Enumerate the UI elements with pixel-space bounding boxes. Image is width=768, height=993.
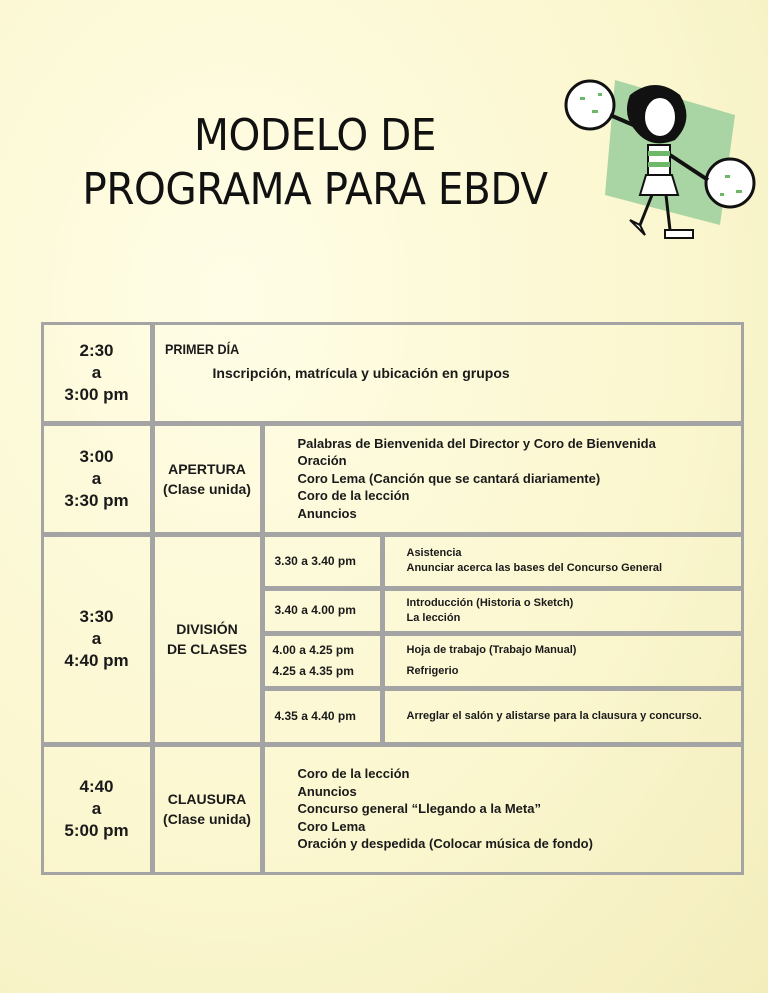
time-sep: a bbox=[91, 629, 102, 648]
activity-item: Oración y despedida (Colocar música de fondo) bbox=[297, 836, 593, 852]
activity-item: Concurso general “Llegando a la Meta” bbox=[297, 801, 541, 817]
time-start: 3:30 bbox=[79, 607, 114, 626]
section-note: (Clase unida) bbox=[163, 811, 251, 827]
time-sep: a bbox=[91, 468, 102, 488]
time-end: 4:40 pm bbox=[64, 651, 129, 670]
subactivity-cell bbox=[382, 688, 744, 745]
subtime: 3.30 a 3.40 pm bbox=[274, 553, 356, 568]
first-day-cell bbox=[152, 322, 744, 424]
activity-item: Oración bbox=[297, 453, 347, 469]
section-cell bbox=[152, 534, 263, 745]
section-note: DE CLASES bbox=[166, 641, 248, 657]
subtime: 4.25 a 4.35 pm bbox=[272, 663, 354, 678]
activity-item: Coro Lema bbox=[297, 818, 366, 834]
time-start: 4:40 bbox=[79, 777, 114, 796]
subtime-cell bbox=[262, 633, 383, 689]
section-name: APERTURA bbox=[168, 460, 246, 477]
first-day-heading: PRIMER DÍA bbox=[164, 340, 239, 357]
time-start: 2:30 bbox=[79, 340, 114, 360]
time-sep: a bbox=[91, 362, 102, 382]
activity-item: Coro Lema (Canción que se cantará diariamente) bbox=[297, 470, 601, 486]
time-end: 3:30 pm bbox=[64, 490, 129, 510]
activity-item: Anuncios bbox=[297, 783, 357, 799]
subactivity-item: Hoja de trabajo (Trabajo Manual) bbox=[406, 643, 577, 656]
subactivity-item: Refrigerio bbox=[406, 664, 459, 677]
activity-item: Coro de la lección bbox=[297, 488, 410, 504]
time-end: 3:00 pm bbox=[64, 384, 129, 404]
time-end: 5:00 pm bbox=[64, 821, 129, 840]
title-line-1: MODELO DE bbox=[194, 110, 436, 161]
activity-item: Anuncios bbox=[297, 505, 357, 521]
title-line-2: PROGRAMA PARA EBDV bbox=[82, 164, 548, 215]
activity-list bbox=[262, 423, 744, 535]
subactivity-item: Arreglar el salón y alistarse para la clausura y concurso. bbox=[406, 709, 702, 722]
subactivity-item: Asistencia bbox=[406, 547, 462, 559]
subactivity-item: La lección bbox=[406, 611, 461, 624]
subactivity-item: Anunciar acerca las bases del Concurso General bbox=[406, 562, 663, 574]
time-cell bbox=[41, 322, 153, 424]
subtime-cell bbox=[262, 588, 383, 634]
subactivity-cell bbox=[382, 633, 744, 689]
first-day-item: Inscripción, matrícula y ubicación en grupos bbox=[212, 364, 510, 381]
activity-list bbox=[262, 744, 744, 875]
time-cell bbox=[41, 534, 153, 745]
subactivity-cell bbox=[382, 534, 744, 589]
time-cell bbox=[41, 423, 153, 535]
section-name: DIVISIÓN bbox=[176, 621, 238, 637]
cheerleader-illustration bbox=[560, 75, 760, 245]
subtime-cell bbox=[262, 534, 383, 589]
subtime: 3.40 a 4.00 pm bbox=[274, 603, 356, 617]
time-start: 3:00 bbox=[79, 446, 114, 466]
subtime: 4.00 a 4.25 pm bbox=[272, 642, 354, 657]
subactivity-cell bbox=[382, 588, 744, 634]
subactivity-item: Introducción (Historia o Sketch) bbox=[406, 596, 574, 609]
time-sep: a bbox=[91, 799, 102, 818]
activity-item: Palabras de Bienvenida del Director y Coro de Bienvenida bbox=[297, 435, 656, 451]
activity-item: Coro de la lección bbox=[297, 766, 410, 782]
section-name: CLAUSURA bbox=[167, 791, 247, 807]
section-cell bbox=[152, 423, 263, 535]
section-cell bbox=[152, 744, 263, 875]
subtime: 4.35 a 4.40 pm bbox=[274, 708, 356, 723]
section-note: (Clase unida) bbox=[163, 480, 251, 497]
time-cell bbox=[41, 744, 153, 875]
subtime-cell bbox=[262, 688, 383, 745]
